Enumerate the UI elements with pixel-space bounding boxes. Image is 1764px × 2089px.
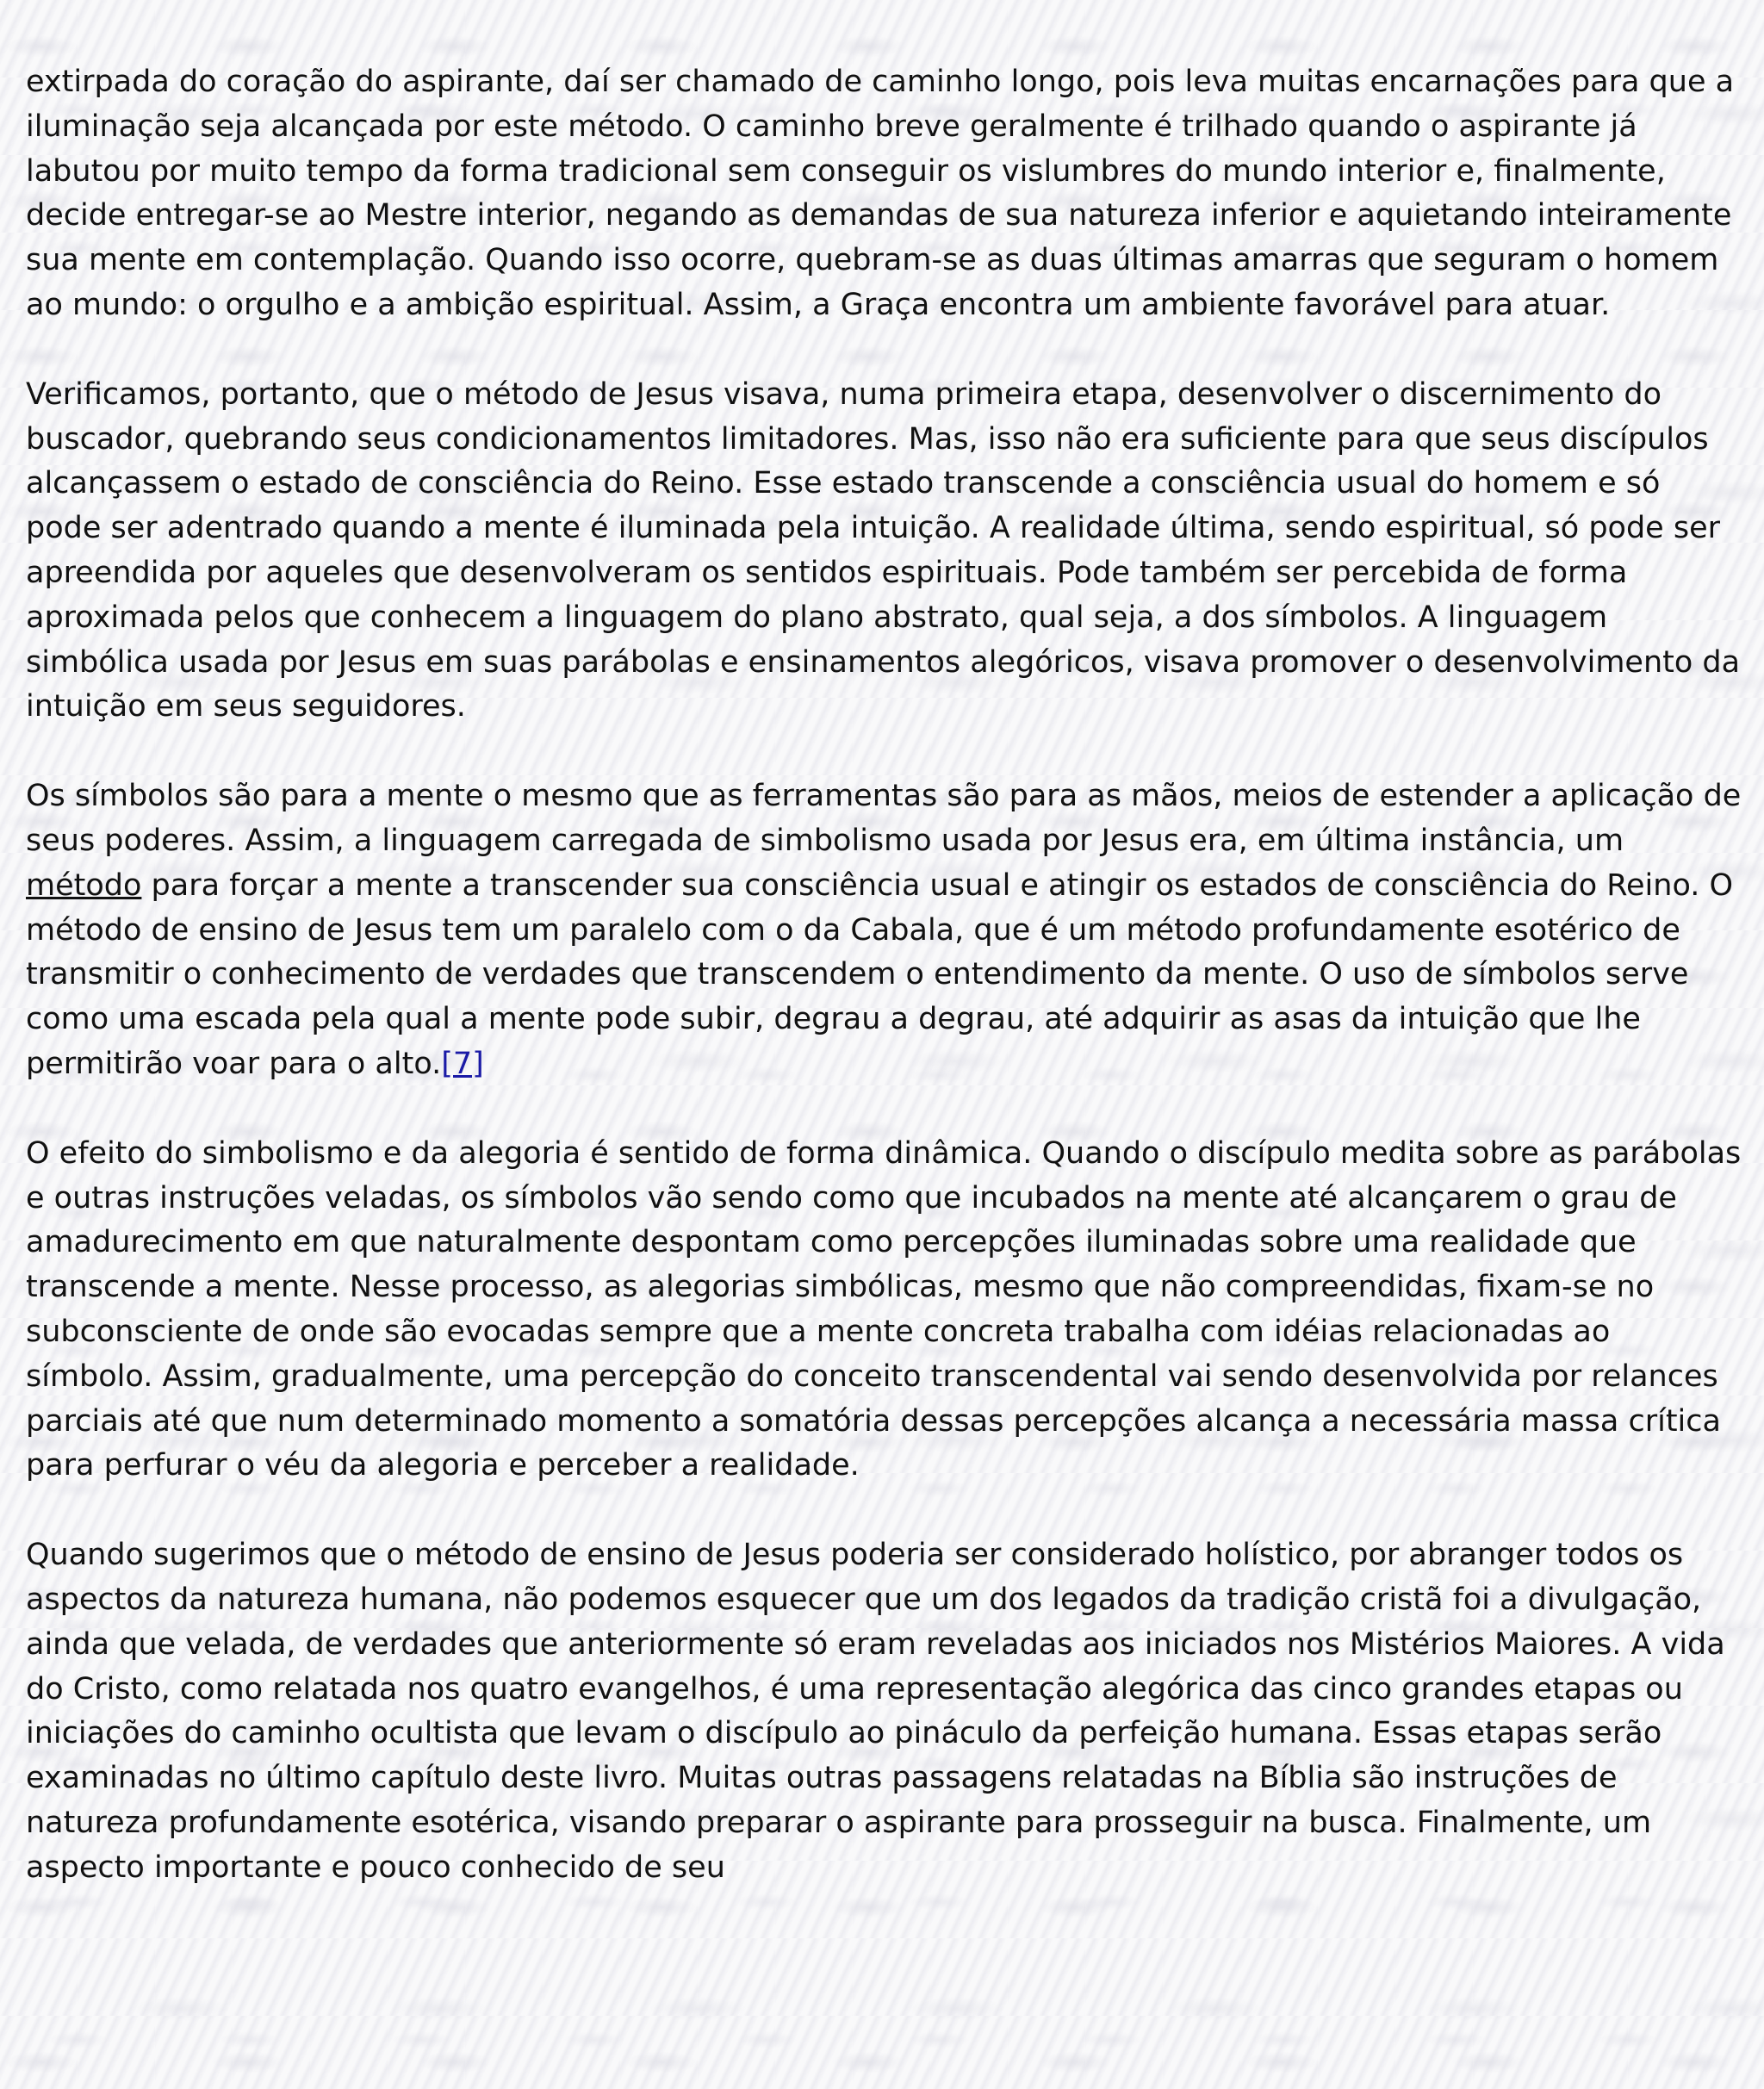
paragraph-3 <box>26 774 1744 1087</box>
footnote-link[interactable]: [7] <box>441 1046 484 1081</box>
paragraph-4: O efeito do simbolismo e da alegoria é sentido de forma dinâmica. Quando o discípulo medita sobre as parábolas e outras instruções veladas, os símbolos vão sendo como que incubados na mente até alcançarem o grau de amadurecimento em que naturalmente despontam como percepções iluminadas sobre uma realidade que transcende a mente. Nesse processo, as alegorias simbólicas, mesmo que não compreendidas, fixam-se no subconsciente de onde são evocadas sempre que a mente concreta trabalha com idéias relacionadas ao símbolo. Assim, gradualmente, uma percepção do conceito transcendental vai sendo desenvolvida por relances parciais até que num determinado momento a somatória dessas percepções alcança a necessária massa crítica para perfurar o véu da alegoria e perceber a realidade. <box>26 1135 1742 1483</box>
paragraph-1: extirpada do coração do aspirante, daí ser chamado de caminho longo, pois leva muitas encarnações para que a iluminação seja alcançada por este método. O caminho breve geralmente é trilhado quando o aspirante já labutou por muito tempo da forma tradicional sem conseguir os vislumbres do mundo interior e, finalmente, decide entregar-se ao Mestre interior, negando as demandas de sua natureza inferior e aquietando inteiramente sua mente em contemplação. Quando isso ocorre, quebram-se as duas últimas amarras que seguram o homem ao mundo: o orgulho e a ambição espiritual. Assim, a Graça encontra um ambiente favorável para atuar. <box>26 65 1735 322</box>
paragraph-3-text-before: Os símbolos são para a mente o mesmo que as ferramentas são para as mãos, meios de estender a aplicação de seus poderes. Assim, a linguagem carregada de simbolismo usada por Jesus era, em última instância, um <box>26 779 1742 858</box>
paragraph-2: Verificamos, portanto, que o método de Jesus visava, numa primeira etapa, desenvolver o discernimento do buscador, quebrando seus condicionamentos limitadores. Mas, isso não era suficiente para que seus discípulos alcançassem o estado de consciência do Reino. Esse estado transcende a consciência usual do homem e só pode ser adentrado quando a mente é iluminada pela intuição. A realidade última, sendo espiritual, só pode ser apreendida por aqueles que desenvolveram os sentidos espirituais. Pode também ser percebida de forma aproximada pelos que conhecem a linguagem do plano abstrato, qual seja, a dos símbolos. A linguagem simbólica usada por Jesus em suas parábolas e ensinamentos alegóricos, visava promover o desenvolvimento da intuição em seus seguidores. <box>26 376 1741 724</box>
document-body <box>26 60 1744 1890</box>
underlined-word: método <box>26 867 142 903</box>
paragraph-5: Quando sugerimos que o método de ensino de Jesus poderia ser considerado holístico, por abranger todos os aspectos da natureza humana, não podemos esquecer que um dos legados da tradição cristã foi a divulgação, ainda que velada, de verdades que anteriormente só eram reveladas aos iniciados nos Mistérios Maiores. A vida do Cristo, como relatada nos quatro evangelhos, é uma representação alegórica das cinco grandes etapas ou iniciações do caminho ocultista que levam o discípulo ao pináculo da perfeição humana. Essas etapas serão examinadas no último capítulo deste livro. Muitas outras passagens relatadas na Bíblia são instruções de natureza profundamente esotérica, visando preparar o aspirante para prosseguir na busca. Finalmente, um aspecto importante e pouco conhecido de seu <box>26 1538 1725 1885</box>
paragraph-3-text-after: para forçar a mente a transcender sua consciência usual e atingir os estados de consciência do Reino. O método de ensino de Jesus tem um paralelo com o da Cabala, que é um método profundamente esotérico de transmitir o conhecimento de verdades que transcendem o entendimento da mente. O uso de símbolos serve como uma escada pela qual a mente pode subir, degrau a degrau, até adquirir as asas da intuição que lhe permitirão voar para o alto. <box>26 867 1734 1081</box>
